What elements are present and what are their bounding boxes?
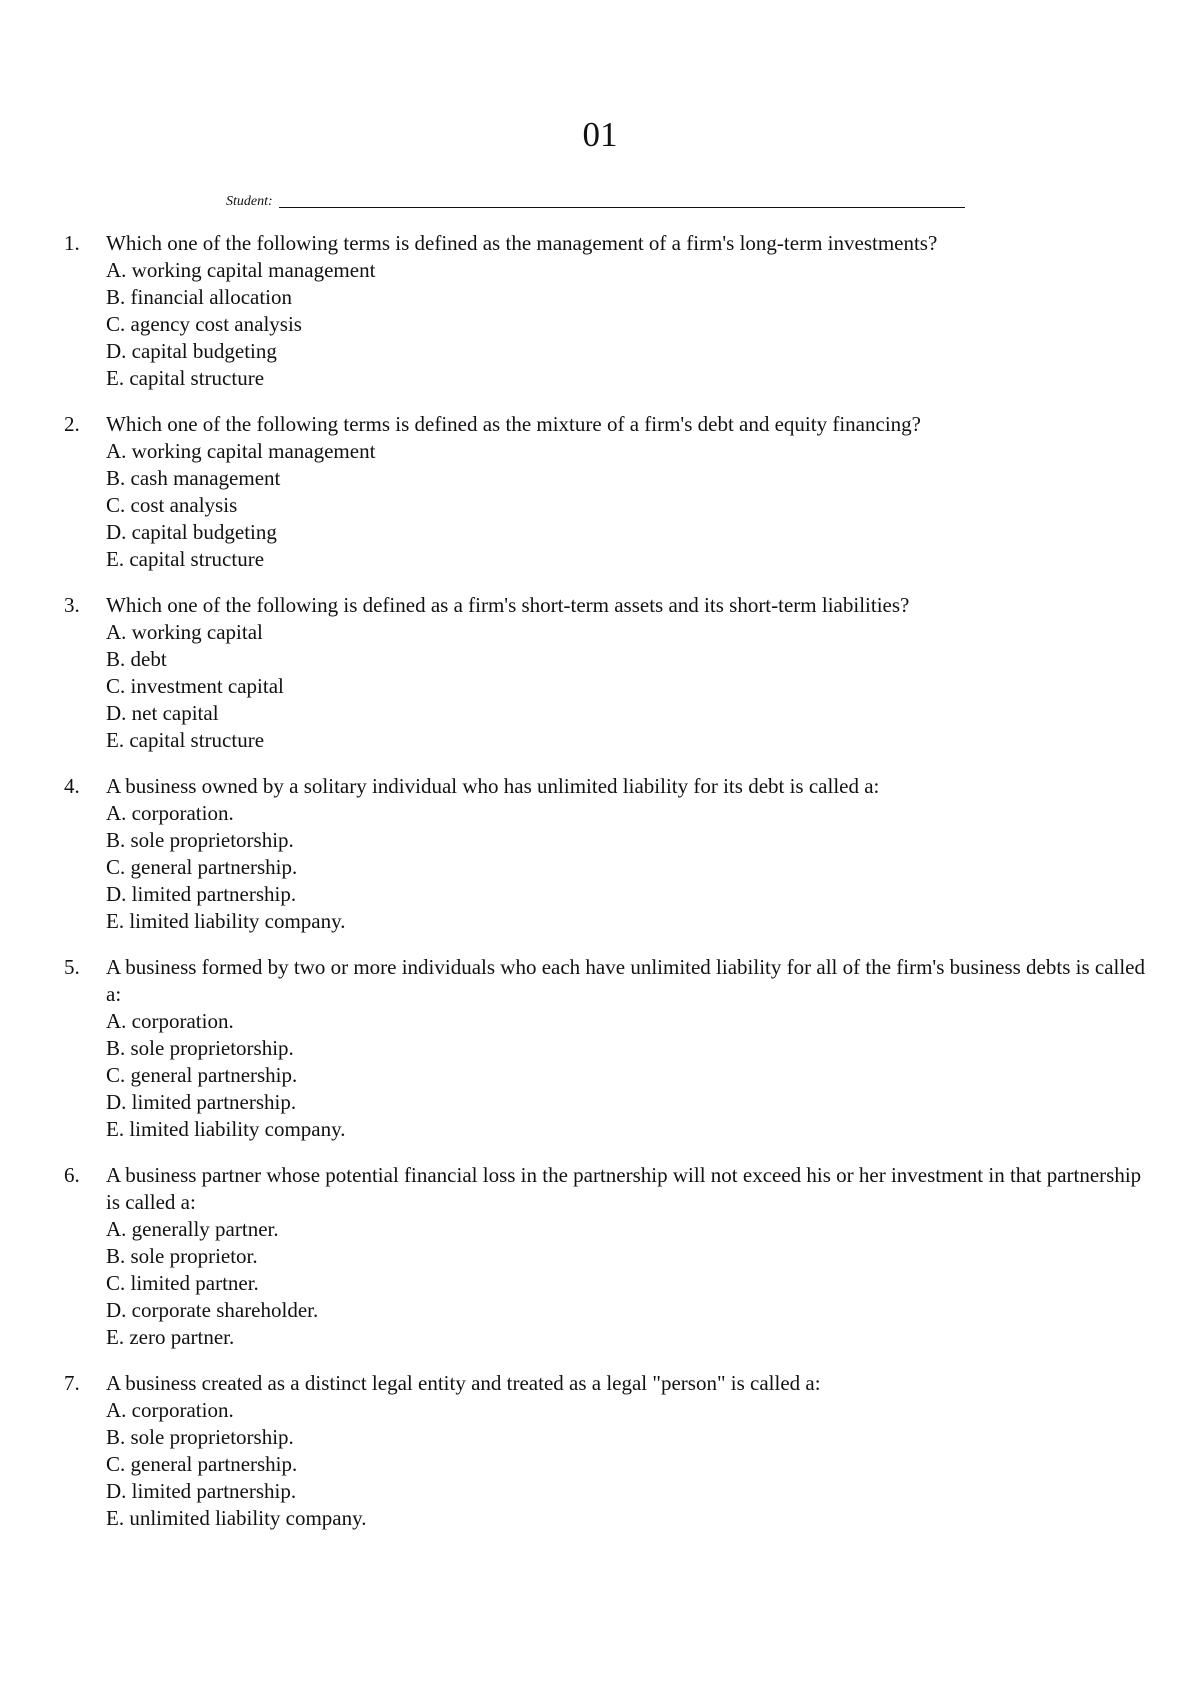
question-text: A business formed by two or more individuals who each have unlimited liability for all of the firm's business debts is called a:	[106, 955, 1146, 1006]
question-body	[64, 1162, 1154, 1351]
answer-option: B. debt	[106, 647, 167, 671]
answer-option: D. limited partnership.	[106, 882, 297, 906]
question-number: 1.	[64, 231, 80, 255]
answer-option: D. net capital	[106, 701, 219, 725]
answer-option: E. capital structure	[106, 547, 265, 571]
answer-option: C. agency cost analysis	[106, 312, 302, 336]
answer-option: D. corporate shareholder.	[106, 1298, 319, 1322]
question-number: 6.	[64, 1163, 80, 1187]
question-item	[64, 1370, 1154, 1532]
question-number: 4.	[64, 774, 80, 798]
answer-option: B. sole proprietor.	[106, 1244, 258, 1268]
answer-option: E. limited liability company.	[106, 909, 346, 933]
question-text: A business partner whose potential financial loss in the partnership will not exceed his or her investment in that partnership is called a:	[106, 1163, 1142, 1214]
answer-options	[106, 1397, 1154, 1532]
answer-option: D. capital budgeting	[106, 339, 277, 363]
question-item	[64, 411, 1154, 573]
answer-option: A. working capital management	[106, 258, 376, 282]
page-title: 01	[582, 115, 618, 154]
question-number: 7.	[64, 1371, 80, 1395]
question-text: Which one of the following terms is defined as the mixture of a firm's debt and equity financing?	[106, 412, 921, 436]
answer-option: C. general partnership.	[106, 1452, 298, 1476]
answer-options	[106, 1216, 1154, 1351]
answer-option: B. cash management	[106, 466, 281, 490]
answer-option: C. limited partner.	[106, 1271, 259, 1295]
answer-option: C. general partnership.	[106, 855, 298, 879]
answer-options	[106, 1008, 1154, 1143]
question-text: Which one of the following is defined as a firm's short-term assets and its short-term liabilities?	[106, 593, 910, 617]
question-body	[64, 230, 1154, 392]
answer-option: B. sole proprietorship.	[106, 1425, 294, 1449]
question-item	[64, 773, 1154, 935]
answer-option: E. limited liability company.	[106, 1117, 346, 1141]
answer-options	[106, 257, 1154, 392]
question-text: Which one of the following terms is defined as the management of a firm's long-term investments?	[106, 231, 938, 255]
answer-option: A. corporation.	[106, 801, 234, 825]
question-body	[64, 773, 1154, 935]
answer-option: D. limited partnership.	[106, 1479, 297, 1503]
question-number: 3.	[64, 593, 80, 617]
answer-option: B. financial allocation	[106, 285, 293, 309]
question-body	[64, 411, 1154, 573]
answer-option: A. working capital management	[106, 439, 376, 463]
student-label: Student:	[226, 194, 273, 209]
question-text: A business created as a distinct legal entity and treated as a legal "person" is called a:	[106, 1371, 821, 1395]
answer-option: E. capital structure	[106, 728, 265, 752]
answer-option: A. generally partner.	[106, 1217, 279, 1241]
answer-option: C. cost analysis	[106, 493, 238, 517]
question-list	[64, 230, 1154, 1551]
answer-option: E. unlimited liability company.	[106, 1506, 367, 1530]
question-text: A business owned by a solitary individual who has unlimited liability for its debt is called a:	[106, 774, 880, 798]
question-number: 5.	[64, 955, 80, 979]
question-item	[64, 230, 1154, 392]
student-name-line	[279, 207, 965, 208]
answer-option: D. capital budgeting	[106, 520, 277, 544]
answer-options	[106, 800, 1154, 935]
answer-option: C. general partnership.	[106, 1063, 298, 1087]
answer-option: D. limited partnership.	[106, 1090, 297, 1114]
question-item	[64, 954, 1154, 1143]
question-number: 2.	[64, 412, 80, 436]
question-body	[64, 592, 1154, 754]
answer-option: A. working capital	[106, 620, 263, 644]
student-name-field	[226, 187, 965, 211]
answer-option: A. corporation.	[106, 1009, 234, 1033]
answer-option: E. capital structure	[106, 366, 265, 390]
question-item	[64, 592, 1154, 754]
answer-option: E. zero partner.	[106, 1325, 235, 1349]
answer-option: C. investment capital	[106, 674, 284, 698]
question-body	[64, 954, 1154, 1143]
answer-option: A. corporation.	[106, 1398, 234, 1422]
answer-option: B. sole proprietorship.	[106, 1036, 294, 1060]
answer-option: B. sole proprietorship.	[106, 828, 294, 852]
question-body	[64, 1370, 1154, 1532]
answer-options	[106, 438, 1154, 573]
answer-options	[106, 619, 1154, 754]
question-item	[64, 1162, 1154, 1351]
